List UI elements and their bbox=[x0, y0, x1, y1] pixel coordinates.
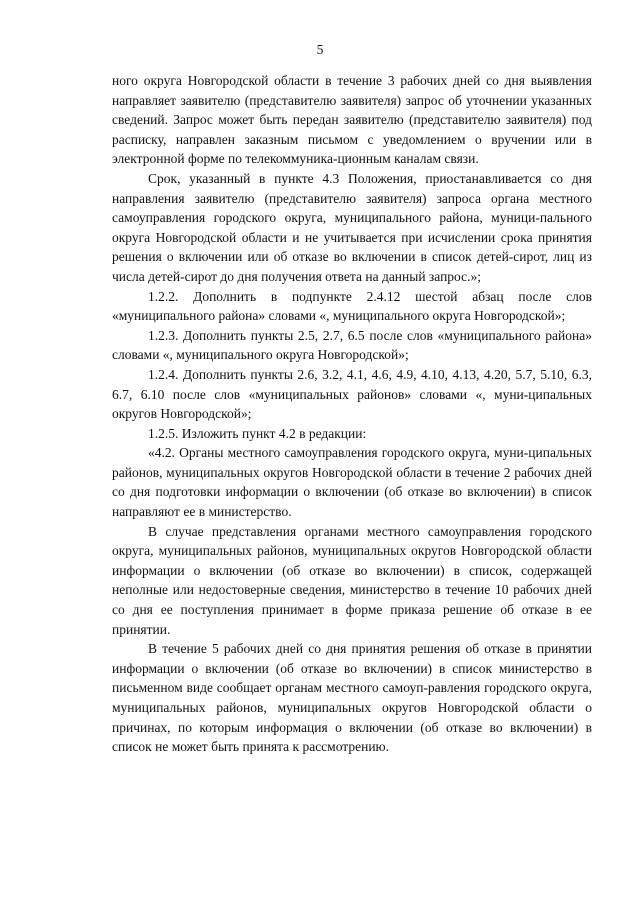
paragraph-item-1-2-4: 1.2.4. Дополнить пункты 2.6, 3.2, 4.1, 4.6, 4.9, 4.10, 4.13, 4.20, 5.7, 5.10, 6.3, 6.7, 6.10 после слов «муниципальных районов» словами «, муни-ципальных округов Новгородской»; bbox=[112, 366, 592, 422]
paragraph-item-1-2-3: 1.2.3. Дополнить пункты 2.5, 2.7, 6.5 после слов «муниципального района» словами «, муниципального округа Новгородской»; bbox=[112, 327, 592, 363]
paragraph-item-1-2-2: 1.2.2. Дополнить в подпункте 2.4.12 шестой абзац после слов «муниципального района» словами «, муниципального округа Новгородской»; bbox=[112, 288, 592, 324]
paragraph-suspension-term: Срок, указанный в пункте 4.3 Положения, приостанавливается со дня направления заявителю (представителю заявителя) запроса органа местного самоуправления городского округа, муниципального района, муници-пального округа Новгородской области и не учитывается при исчислении срока принятия решения о включении или об отказе во включении в список детей-сирот, лиц из числа детей-сирот до дня получения ответа на данный запрос.»; bbox=[112, 170, 592, 284]
page-number: 5 bbox=[316, 42, 324, 57]
paragraph-item-1-2-5: 1.2.5. Изложить пункт 4.2 в редакции: bbox=[148, 425, 367, 441]
paragraph-clause-4-2: «4.2. Органы местного самоуправления городского округа, муни-ципальных районов, муниципальных округов Новгородской области в течение 2 рабочих дней со дня подготовки информации о включении (об отказе во включении) в список направляют ее в министерство. bbox=[112, 445, 592, 520]
paragraph-refusal-notice: В течение 5 рабочих дней со дня принятия решения об отказе в принятии информации о включении (об отказе во включении) в список министерство в письменном виде сообщает органам местного самоуп-равления городского округа, муниципальных районов, муниципальных округов Новгородской области о причинах, по которым информация о включении (об отказе во включении) в список не может быть принята к рассмотрению. bbox=[112, 641, 592, 755]
paragraph-continuation: ного округа Новгородской области в течение 3 рабочих дней со дня выявления направляет заявителю (представителю заявителя) запрос об уточнении указанных сведений. Запрос может быть передан заявителю (представителю заявителя) под расписку, направлен заказным письмом с уведомлением о вручении или в электронной форме по телекоммуника-ционным каналам связи. bbox=[112, 73, 592, 167]
document-body bbox=[112, 71, 592, 757]
paragraph-incomplete-info: В случае представления органами местного самоуправления городского округа, муниципальных районов, муниципальных округов Новгородской области информации о включении (об отказе во включении) в список, содержащей неполные или недостоверные сведения, министерство в течение 10 рабочих дней со дня ее поступления принимает в форме приказа решение об отказе в ее принятии. bbox=[112, 523, 592, 637]
